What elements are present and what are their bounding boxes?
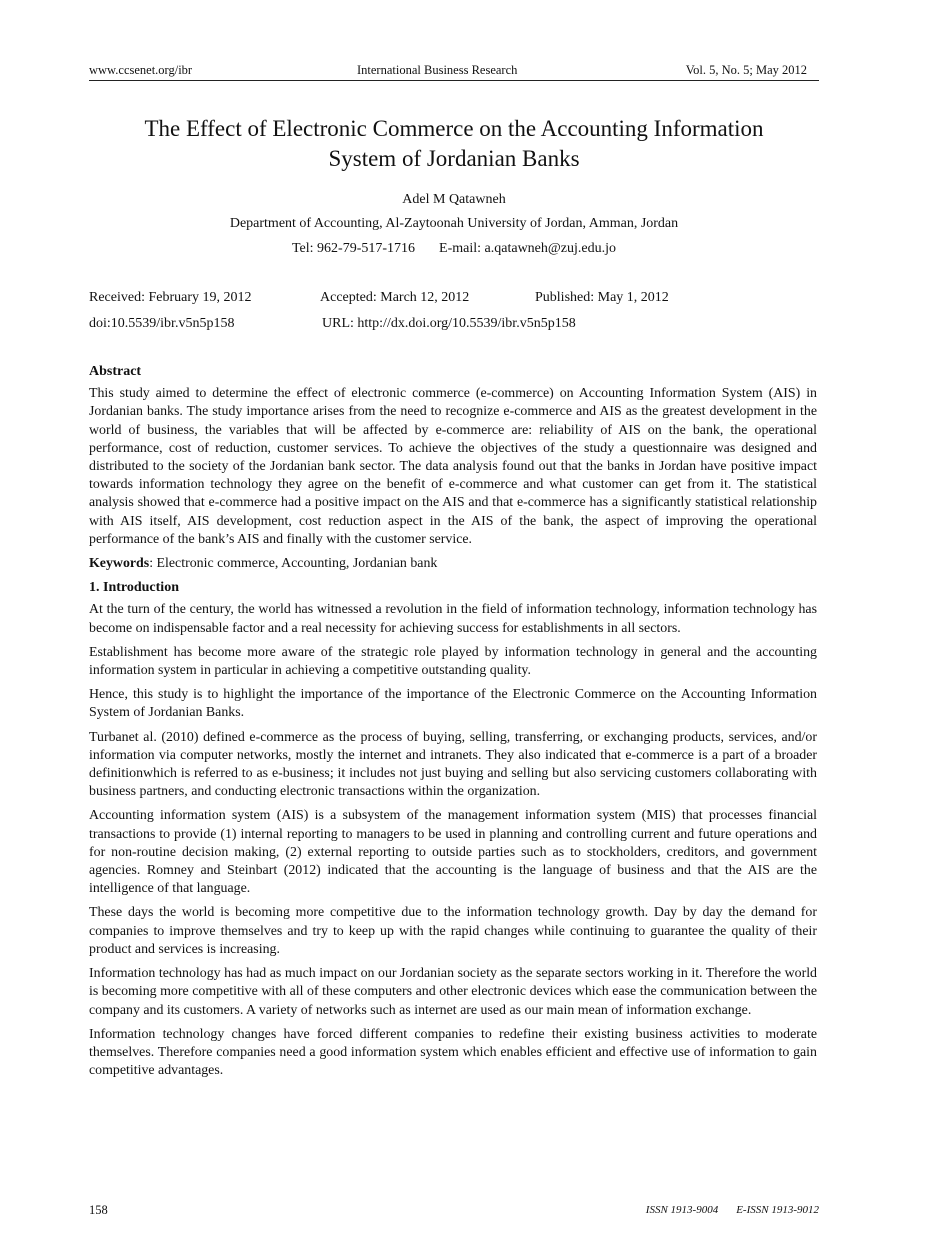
issn: ISSN 1913-9004: [645, 1204, 719, 1216]
author-email: E-mail: a.qatawneh@zuj.edu.jo: [439, 241, 616, 256]
journal-website: www.ccsenet.org/ibr: [89, 63, 193, 77]
page-number: 158: [89, 1203, 108, 1217]
eissn: E-ISSN 1913-9012: [736, 1204, 819, 1216]
intro-paragraph: Hence, this study is to highlight the importance of the importance of the Electronic Commerce on the Accounting Information System of Jordanian Banks.: [89, 687, 817, 721]
abstract-heading: Abstract: [89, 364, 142, 379]
author-affiliation: Department of Accounting, Al-Zaytoonah University of Jordan, Amman, Jordan: [229, 216, 679, 231]
intro-paragraph: Accounting information system (AIS) is a subsystem of the management information system (MIS) that processes financial transactions to provide (1) internal reporting to managers to be used in planning and controlling current and future operations and for non-routine decision making, (2) external reporting to outside parties such as to stockholders, creditors, and government agencies. Romney and Steinbart (2012) indicated that the accounting is the language of business and that the AIS are the intelligence of that language.: [89, 808, 817, 897]
section-heading-introduction: 1. Introduction: [89, 580, 179, 596]
keywords-text: : Electronic commerce, Accounting, Jordanian bank: [149, 556, 438, 572]
keywords: [89, 555, 817, 573]
received-date: Received: February 19, 2012: [89, 290, 252, 305]
accepted-date: Accepted: March 12, 2012: [320, 290, 470, 305]
intro-paragraph: These days the world is becoming more competitive due to the information technology growth. Day by day the demand for companies to improve themselves and try to keep up with the rapid changes while continuing to guarantee the quality of their product and services is increasing.: [89, 905, 817, 957]
doi: doi:10.5539/ibr.v5n5p158: [89, 316, 235, 331]
intro-paragraph: Information technology has had as much impact on our Jordanian society as the separate sectors working in it. Therefore the world is becoming more competitive with all of these computers and other electronic devices which ease the communication between the company and its customers. A variety of networks such as internet are used as our main mean of information exchange.: [89, 966, 817, 1018]
page-footer: [89, 1203, 819, 1219]
title-line-2: System of Jordanian Banks: [328, 146, 580, 171]
article-body: [89, 363, 817, 1086]
author-contact: [89, 241, 819, 257]
issn-info: [646, 1204, 819, 1216]
intro-paragraph: Information technology changes have forced different companies to redefine their existing business activities to moderate themselves. Therefore companies need a good information system which enables efficient and effective use of information to gain competitive advantages.: [89, 1026, 817, 1079]
title-line-1: The Effect of Electronic Commerce on the Accounting Information: [144, 116, 764, 141]
abstract-text: This study aimed to determine the effect of electronic commerce (e-commerce) on Accounting Information System (AIS) in Jordanian banks. The study importance arises from the need to recognize e-commerce and AIS as the greatest development in the world of business, the variables that will be affected by e-commerce are: reliability of AIS on the bank, the operational performance, cost of reduction, customer services. To achieve the objectives of the study a questionnaire was designed and distributed to the society of the Jordanian bank sector. The data analysis found out that the banks in Jordan have positive impact towards information technology they agree on the benefit of e-commerce and what customer can get from it. The statistical analysis showed that e-commerce had a positive impact on the AIS and that e-commerce has a significantly statistical relationship with AIS itself, AIS development, cost reduction aspect in the AIS of the bank, the aspect of improving the operational performance of the bank’s AIS and finally with the customer service.: [89, 386, 817, 547]
article-url: URL: http://dx.doi.org/10.5539/ibr.v5n5p158: [322, 316, 576, 331]
intro-paragraph: Establishment has become more aware of the strategic role played by information technology in general and the accounting information system in particular in achieving a competitive outstanding quality.: [89, 644, 817, 679]
volume-issue: Vol. 5, No. 5; May 2012: [685, 63, 807, 77]
intro-paragraph: Turbanet al. (2010) defined e-commerce as the process of buying, selling, transferring, or exchanging products, services, and/or information via computer networks, mostly the internet and intranets. They also indicated that e-commerce is a part of a broader definitionwhich is referred to as e-business; it includes not just buying and selling but also servicing customers collaborating with business partners, and conducting electronic transactions within the organization.: [89, 729, 817, 800]
paper-title: [89, 114, 819, 174]
author-tel: Tel: 962-79-517-1716: [291, 241, 416, 256]
journal-name: International Business Research: [357, 63, 518, 77]
keywords-label: Keywords: [89, 556, 150, 572]
published-date: Published: May 1, 2012: [535, 290, 669, 305]
running-header: [89, 62, 819, 81]
intro-paragraph: At the turn of the century, the world has witnessed a revolution in the field of information technology, information technology has become on indispensable factor and a real necessity for achieving success for establishments in all sectors.: [89, 602, 817, 636]
author-name: Adel M Qatawneh: [402, 192, 506, 207]
